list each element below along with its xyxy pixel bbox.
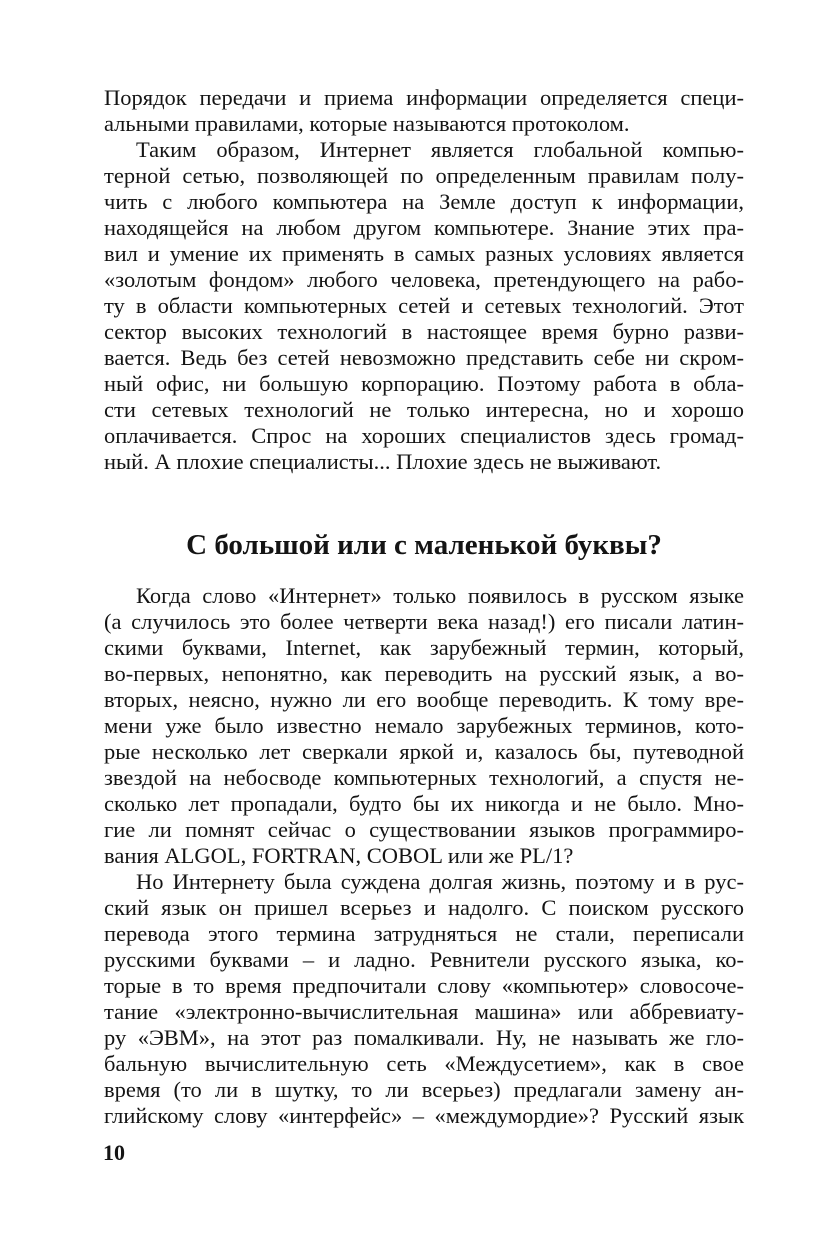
text-line: во-первых, непонятно, как переводить на русский язык, а во- [104,661,744,686]
text-line: ный. А плохие специалисты... Плохие здесь не выживают. [104,449,662,474]
text-line: Когда слово «Интернет» только появилось в русском языке [136,583,744,608]
text-line: (а случилось это более четверти века назад!) его писали латин- [104,609,744,634]
text-line: время (то ли в шутку, то ли всерьез) предлагали замену ан- [104,1077,744,1102]
text-line: сколько лет пропадали, будто бы их никогда и не было. Мно- [104,791,744,816]
text-line: оплачивается. Спрос на хороших специалистов здесь громад- [104,423,744,448]
text-line: альными правилами, которые называются протоколом. [104,111,630,136]
text-line: Но Интернету была суждена долгая жизнь, поэтому и в рус- [136,869,744,894]
text-line: вается. Ведь без сетей невозможно представить себе ни скром- [104,345,744,370]
text-line: рые несколько лет сверкали яркой и, казалось бы, путеводной [104,739,744,764]
text-line: глийскому слову «интерфейс» – «междумордие»? Русский язык [104,1103,744,1128]
text-line: мени уже было известно немало зарубежных терминов, кото- [104,713,744,738]
section-heading: С большой или с маленькой буквы? [186,529,662,561]
text-line: терной сетью, позволяющей по определенным правилам полу- [104,163,744,188]
text-line: находящейся на любом другом компьютере. Знание этих пра- [104,215,744,240]
text-line: гие ли помнят сейчас о существовании языков программиро- [104,817,744,842]
text-line: бальную вычислительную сеть «Междусетием», как в свое [104,1051,744,1076]
text-line: русскими буквами – и ладно. Ревнители русского языка, ко- [104,947,744,972]
text-line: вил и умение их применять в самых разных условиях является [104,241,744,266]
text-line: перевода этого термина затрудняться не стали, переписали [104,921,744,946]
text-line: скими буквами, Internet, как зарубежный термин, который, [104,635,744,660]
text-line: ный офис, ни большую корпорацию. Поэтому работа в обла- [104,371,744,396]
text-line: Порядок передачи и приема информации определяется специ- [104,85,744,110]
text-line: чить с любого компьютера на Земле доступ к информации, [104,189,744,214]
text-line: ру «ЭВМ», на этот раз помалкивали. Ну, не называть же гло- [104,1025,744,1050]
text-line: сектор высоких технологий в настоящее время бурно разви- [104,319,744,344]
text-line: Таким образом, Интернет является глобальной компью- [136,137,744,162]
text-line: звездой на небосводе компьютерных технологий, а спустя не- [104,765,744,790]
text-line: тание «электронно-вычислительная машина» или аббревиату- [104,999,744,1024]
text-line: «золотым фондом» любого человека, претендующего на рабо- [104,267,744,292]
text-line: торые в то время предпочитали слову «компьютер» словосоче- [104,973,744,998]
text-line: вторых, неясно, нужно ли его вообще переводить. К тому вре- [104,687,744,712]
text-line: вания ALGOL, FORTRAN, COBOL или же PL/1? [104,843,574,868]
text-line: ту в области компьютерных сетей и сетевых технологий. Этот [104,293,744,318]
page-number: 10 [103,1140,125,1165]
text-line: сти сетевых технологий не только интересна, но и хорошо [104,397,744,422]
text-line: ский язык он пришел всерьез и надолго. С поиском русского [104,895,744,920]
